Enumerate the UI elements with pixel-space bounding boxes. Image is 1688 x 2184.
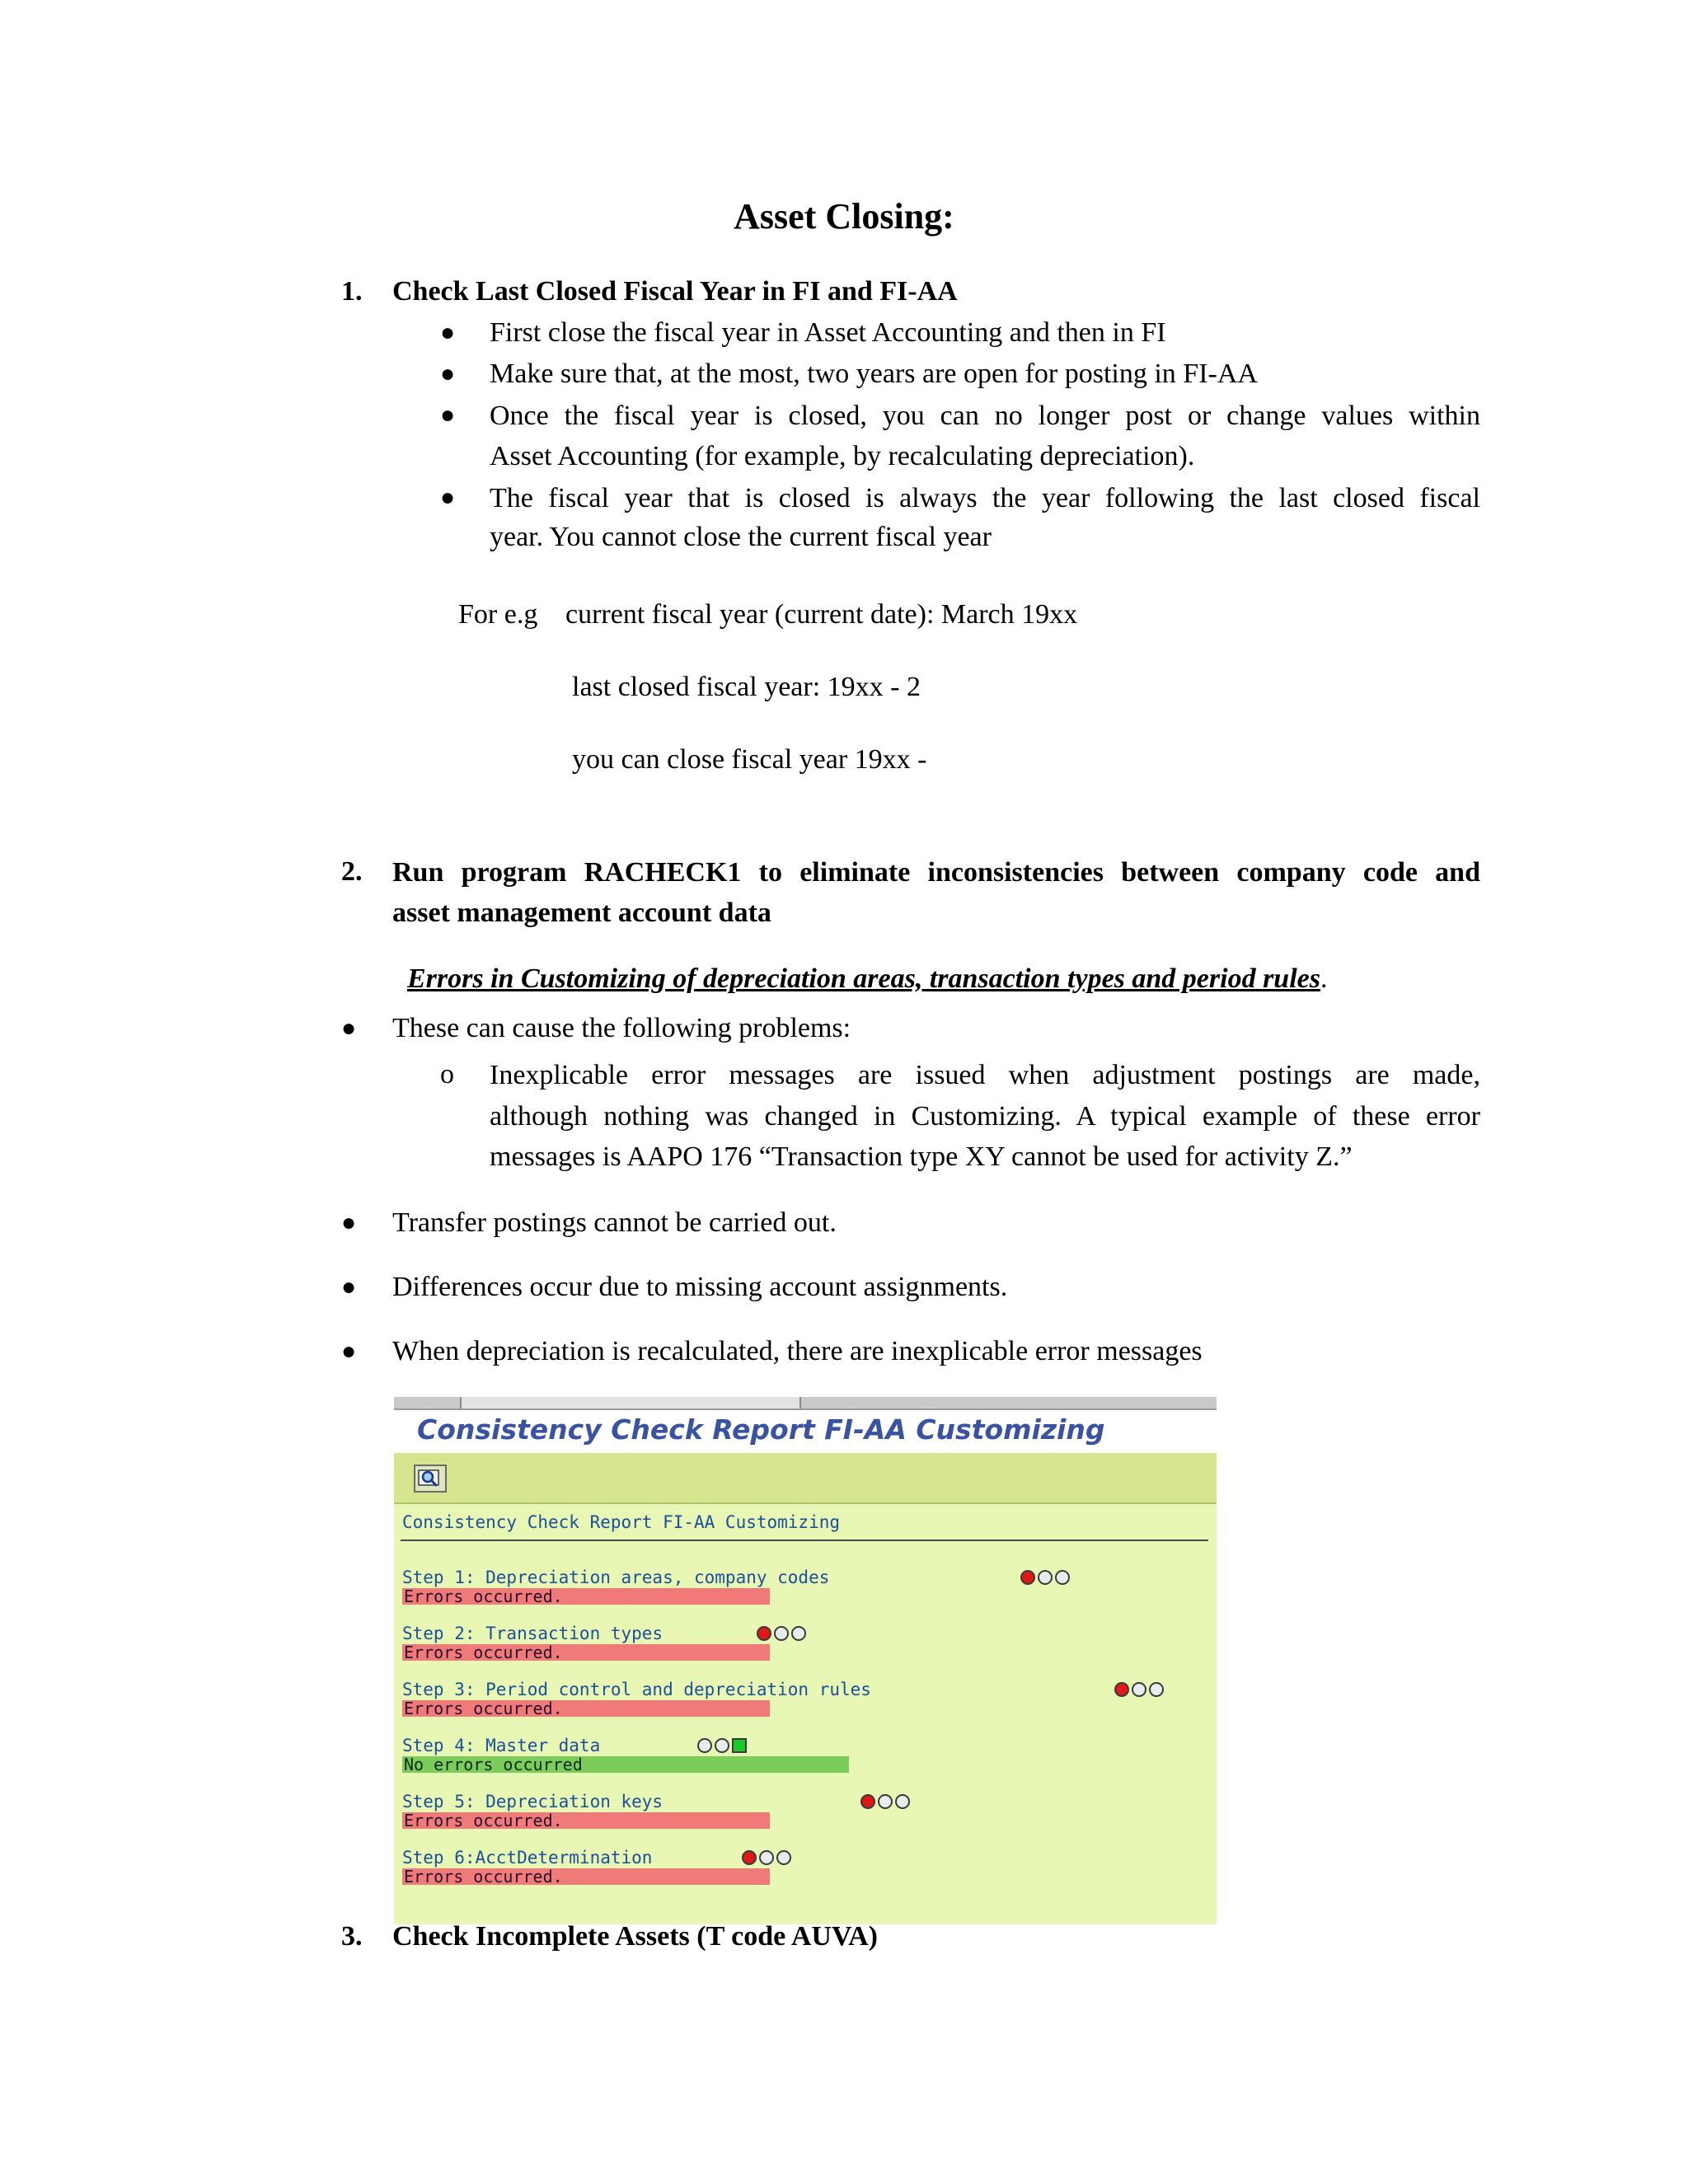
- page-title: Asset Closing:: [734, 196, 954, 237]
- traffic-light-red-icon: [1113, 1680, 1167, 1699]
- step-3-status: Errors occurred.: [402, 1700, 770, 1717]
- section-1-bullet-2: Make sure that, at the most, two years are open for posting in FI-AA: [490, 359, 1258, 389]
- subheading-period: .: [1320, 963, 1328, 994]
- step-5-label: Step 5: Depreciation keys: [402, 1792, 663, 1811]
- traffic-light-red-icon: [859, 1793, 913, 1811]
- step-1-status: Errors occurred.: [402, 1588, 770, 1605]
- section-2-bullet-3: When depreciation is recalculated, there are inexplicable error messages: [392, 1336, 1203, 1366]
- section-1-bullet-3-line-2: Asset Accounting (for example, by recalculating depreciation).: [490, 441, 1195, 471]
- step-4-status: No errors occurred: [402, 1756, 849, 1773]
- bullet-icon: ●: [341, 1209, 357, 1236]
- sap-window-frame: [394, 1397, 1217, 1410]
- section-1-bullet-3-line-1: Once the fiscal year is closed, you can no longer post or change values within: [490, 401, 1480, 431]
- bullet-icon: ●: [440, 319, 456, 346]
- section-2-heading-line-2: asset management account data: [392, 898, 771, 928]
- step-5-status: Errors occurred.: [402, 1812, 770, 1829]
- section-2-subitem-line-3: messages is AAPO 176 “Transaction type XY cannot be used for activity Z.”: [490, 1141, 1353, 1172]
- subheading-text: Errors in Customizing of depreciation areas, transaction types and period rules: [407, 963, 1320, 994]
- sap-toolbar: [394, 1453, 1217, 1504]
- section-3-heading: Check Incomplete Assets (T code AUVA): [392, 1921, 879, 1952]
- step-6-label: Step 6:AcctDetermination: [402, 1848, 653, 1868]
- report-heading: Consistency Check Report FI-AA Customizing: [402, 1512, 841, 1532]
- find-button[interactable]: [414, 1465, 447, 1493]
- bullet-icon: ●: [341, 1338, 357, 1365]
- example-line-3: you can close fiscal year 19xx -: [572, 744, 927, 775]
- section-1-number: 1.: [341, 276, 363, 307]
- example-line-2: last closed fiscal year: 19xx - 2: [572, 672, 921, 702]
- section-1-heading: Check Last Closed Fiscal Year in FI and FI-AA: [392, 276, 958, 307]
- step-2-status: Errors occurred.: [402, 1644, 770, 1661]
- step-1-label: Step 1: Depreciation areas, company codes: [402, 1568, 830, 1587]
- section-2-bullet-2: Differences occur due to missing account assignments.: [392, 1272, 1008, 1302]
- section-1-bullet-1: First close the fiscal year in Asset Accounting and then in FI: [490, 317, 1166, 348]
- bullet-icon: ●: [341, 1273, 357, 1301]
- section-2-subitem-line-1: Inexplicable error messages are issued when adjustment postings are made,: [490, 1060, 1480, 1090]
- section-2-number: 2.: [341, 856, 363, 887]
- bullet-icon: ●: [440, 401, 456, 429]
- section-2-subheading: [407, 959, 1328, 999]
- step-6-status: Errors occurred.: [402, 1868, 770, 1885]
- step-3-label: Step 3: Period control and depreciation rules: [402, 1680, 871, 1699]
- sap-window-title: Consistency Check Report FI-AA Customizing: [417, 1413, 1105, 1446]
- section-3-number: 3.: [341, 1921, 363, 1952]
- sap-consistency-report-screenshot: [394, 1397, 1217, 1924]
- section-1-bullet-4-line-1: The fiscal year that is closed is always the year following the last closed fiscal: [490, 483, 1480, 513]
- section-1-bullet-4-line-2: year. You cannot close the current fiscal year: [490, 522, 992, 552]
- section-2-bullet-1: Transfer postings cannot be carried out.: [392, 1207, 837, 1238]
- traffic-light-red-icon: [1019, 1568, 1073, 1586]
- magnifier-icon: [415, 1466, 445, 1491]
- report-divider: [401, 1540, 1208, 1541]
- bullet-icon: ●: [440, 484, 456, 511]
- sap-window-tab: [460, 1397, 801, 1408]
- section-2-heading-line-1: Run program RACHECK1 to eliminate inconsistencies between company code and: [392, 857, 1480, 888]
- step-4-label: Step 4: Master data: [402, 1736, 601, 1755]
- section-2-intro: These can cause the following problems:: [392, 1013, 851, 1043]
- bullet-icon: ●: [440, 360, 456, 387]
- example-line-1: current fiscal year (current date): March 19xx: [565, 599, 1078, 630]
- traffic-light-red-icon: [740, 1849, 795, 1867]
- sap-title-bar: [394, 1410, 1217, 1453]
- step-2-label: Step 2: Transaction types: [402, 1624, 663, 1643]
- bullet-icon: ●: [341, 1015, 357, 1042]
- traffic-light-green-icon: [696, 1736, 750, 1755]
- example-label: For e.g: [458, 599, 538, 630]
- section-2-subitem-line-2: although nothing was changed in Customizing. A typical example of these error: [490, 1101, 1480, 1132]
- traffic-light-red-icon: [755, 1624, 809, 1643]
- circle-bullet-icon: o: [440, 1059, 454, 1090]
